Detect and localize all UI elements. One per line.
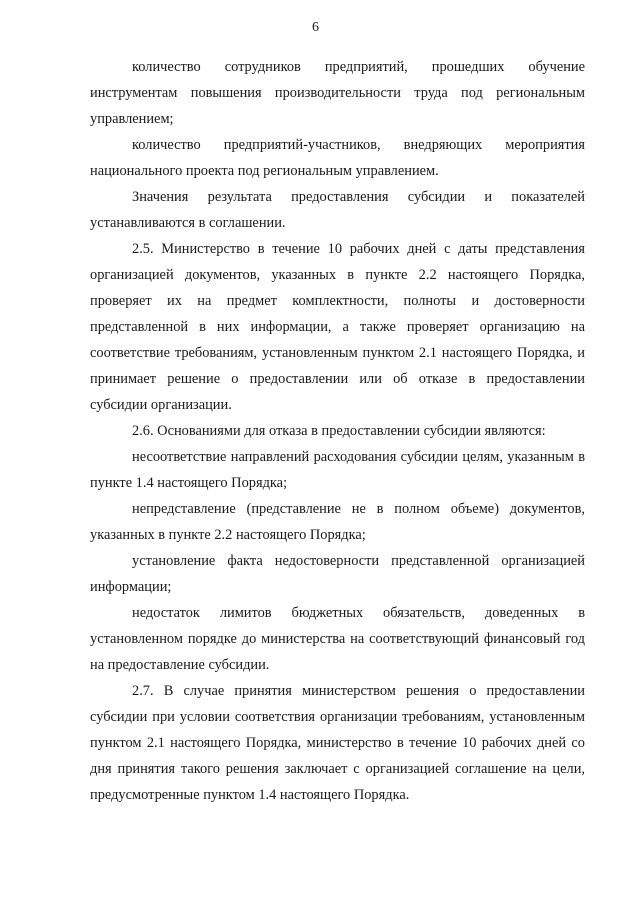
- paragraph-participating-enterprises: количество предприятий-участников, внедряющих мероприятия национального проекта под региональным управлением.: [90, 137, 585, 179]
- paragraph-employees-trained: количество сотрудников предприятий, прошедших обучение инструментам повышения производительности труда под региональным управлением;: [90, 59, 585, 127]
- paragraph-2-6: 2.6. Основаниями для отказа в предоставлении субсидии являются:: [132, 423, 546, 439]
- paragraph-refusal-reason-4: недостаток лимитов бюджетных обязательств, доведенных в установленном порядке до министерства на соответствующий финансовый год на предоставление субсидии.: [90, 605, 585, 673]
- paragraph-result-values: Значения результата предоставления субсидии и показателей устанавливаются в соглашении.: [90, 189, 585, 231]
- paragraph-2-5: 2.5. Министерство в течение 10 рабочих дней с даты представления организацией документов, указанных в пункте 2.2 настоящего Порядка, проверяет их на предмет комплектности, полноты и достоверности представленной в них информации, а также проверяет организацию на соответствие требованиям, установленным пунктом 2.1 настоящего Порядка, и принимает решение о предоставлении или об отказе в предоставлении субсидии организации.: [90, 241, 585, 413]
- paragraph-refusal-reason-1: несоответствие направлений расходования субсидии целям, указанным в пункте 1.4 настоящего Порядка;: [90, 449, 585, 491]
- document-body: [90, 54, 585, 808]
- paragraph-refusal-reason-3: установление факта недостоверности представленной организацией информации;: [90, 553, 585, 595]
- page-number: 6: [312, 20, 319, 35]
- paragraph-2-7: 2.7. В случае принятия министерством решения о предоставлении субсидии при условии соответствия организации требованиям, установленным пунктом 2.1 настоящего Порядка, министерство в течение 10 рабочих дней со дня принятия такого решения заключает с организацией соглашение на цели, предусмотренные пунктом 1.4 настоящего Порядка.: [90, 683, 585, 803]
- paragraph-refusal-reason-2: непредставление (представление не в полном объеме) документов, указанных в пункте 2.2 настоящего Порядка;: [90, 501, 585, 543]
